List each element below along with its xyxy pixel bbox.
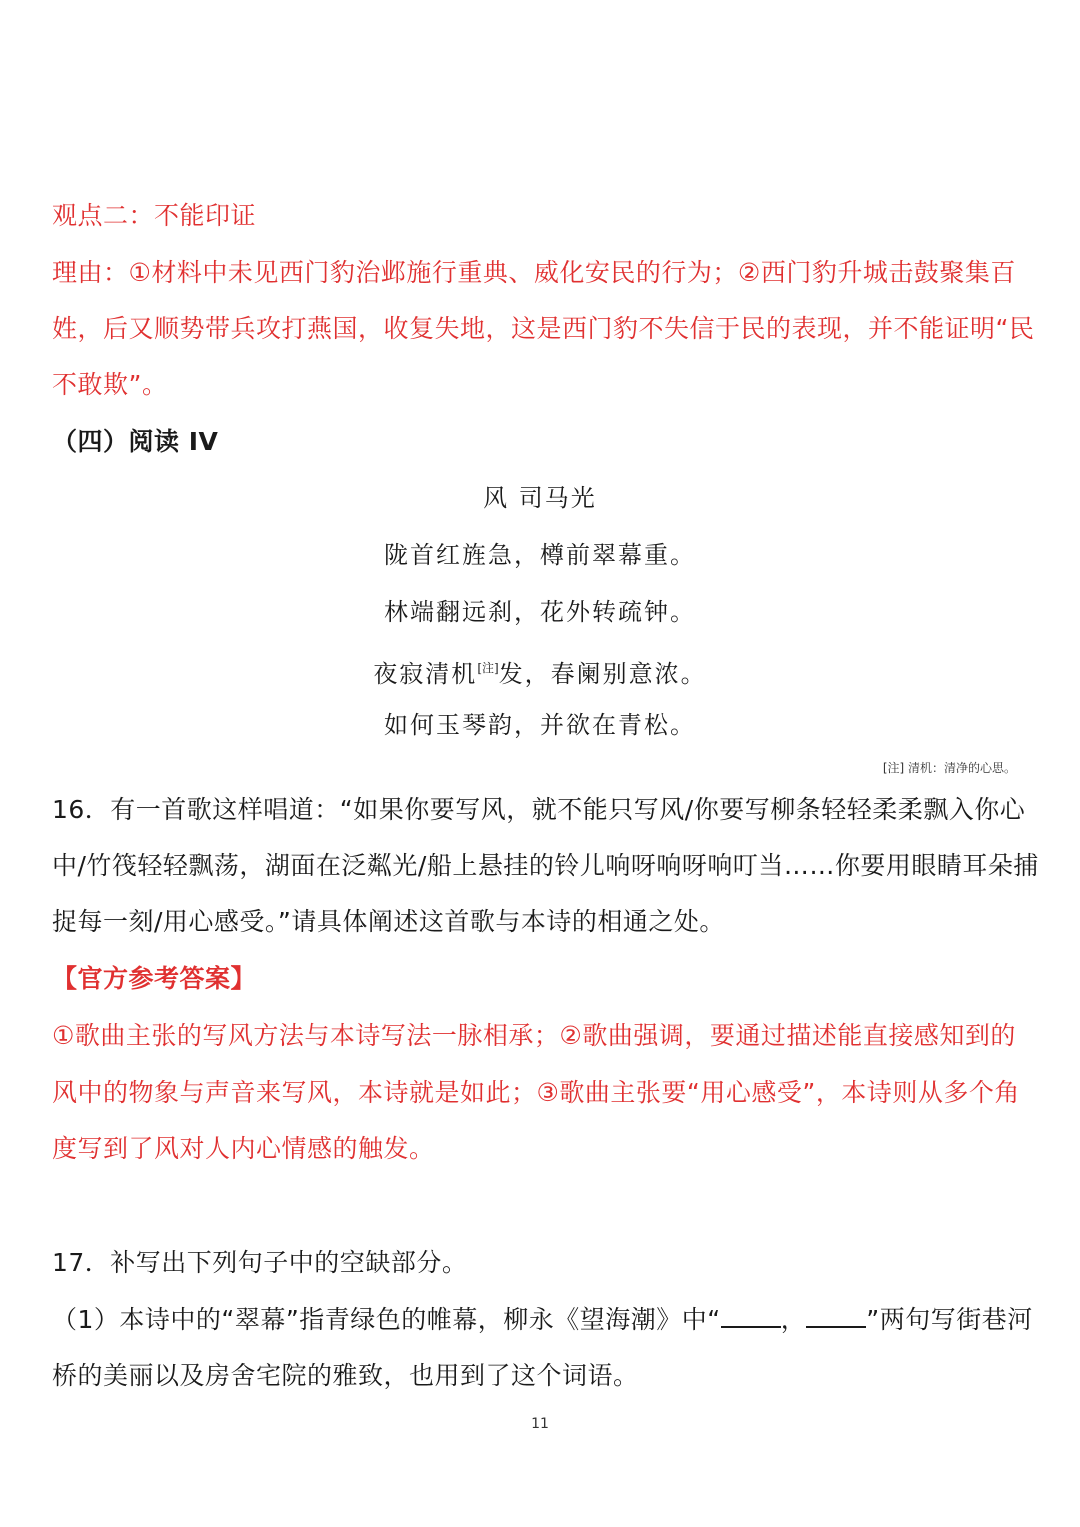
page-number: 11 <box>531 1416 549 1432</box>
q17-sub1-line-1 <box>52 1302 1033 1338</box>
viewpoint2-reason-line3: 不敢欺”。 <box>52 370 168 399</box>
poem-line-4: 如何玉琴韵，并欲在青松。 <box>384 711 696 739</box>
q16-line-2: 中/竹筏轻轻飘荡，湖面在泛粼光/船上悬挂的铃儿响呀响呀响叮当……你要用眼睛耳朵捕 <box>52 851 1039 880</box>
poem-footnote-marker: [注] <box>477 661 499 675</box>
viewpoint2-title: 观点二：不能印证 <box>52 201 257 230</box>
q16-line-1: 16．有一首歌这样唱道：“如果你要写风，就不能只写风/你要写柳条轻轻柔柔飘入你心 <box>52 795 1026 824</box>
q17-sub1-separator: ， <box>780 1305 807 1334</box>
fill-blank-2[interactable] <box>806 1304 866 1328</box>
answer-line-3: 度写到了风对人内心情感的触发。 <box>52 1134 435 1163</box>
fill-blank-1[interactable] <box>721 1304 781 1328</box>
poem-line-3-part-a: 夜寂清机 <box>373 660 478 688</box>
section-heading: （四）阅读 IV <box>52 427 219 456</box>
poem-footnote: [注] 清机：清净的心思。 <box>882 761 1016 775</box>
q16-line-3: 捉每一刻/用心感受。”请具体阐述这首歌与本诗的相通之处。 <box>52 907 725 936</box>
poem-title: 风 司马光 <box>483 484 597 512</box>
q17-sub1-part-a: （1）本诗中的“翠幕”指青绿色的帷幕，柳永《望海潮》中“ <box>52 1305 721 1334</box>
poem-line-3 <box>0 651 1080 691</box>
viewpoint2-reason-line2: 姓，后又顺势带兵攻打燕国，收复失地，这是西门豹不失信于民的表现，并不能证明“民 <box>52 314 1035 343</box>
poem-line-3-part-b: 发，春阑别意浓。 <box>498 660 707 688</box>
q17-line-1: 17．补写出下列句子中的空缺部分。 <box>52 1248 468 1277</box>
answer-label: 【官方参考答案】 <box>52 964 257 993</box>
viewpoint2-reason-line1: 理由：①材料中未见西门豹治邺施行重典、威化安民的行为；②西门豹升城击鼓聚集百 <box>52 258 1016 287</box>
q17-sub1-part-b: ”两句写街巷河 <box>866 1305 1033 1334</box>
answer-line-1: ①歌曲主张的写风方法与本诗写法一脉相承；②歌曲强调，要通过描述能直接感知到的 <box>52 1021 1016 1050</box>
poem-line-1: 陇首红旌急，樽前翠幕重。 <box>384 541 696 569</box>
answer-line-2: 风中的物象与声音来写风，本诗就是如此；③歌曲主张要“用心感受”，本诗则从多个角 <box>52 1078 1020 1107</box>
poem-line-2: 林端翻远刹，花外转疏钟。 <box>384 598 696 626</box>
q17-sub1-line-2: 桥的美丽以及房舍宅院的雅致，也用到了这个词语。 <box>52 1361 639 1390</box>
